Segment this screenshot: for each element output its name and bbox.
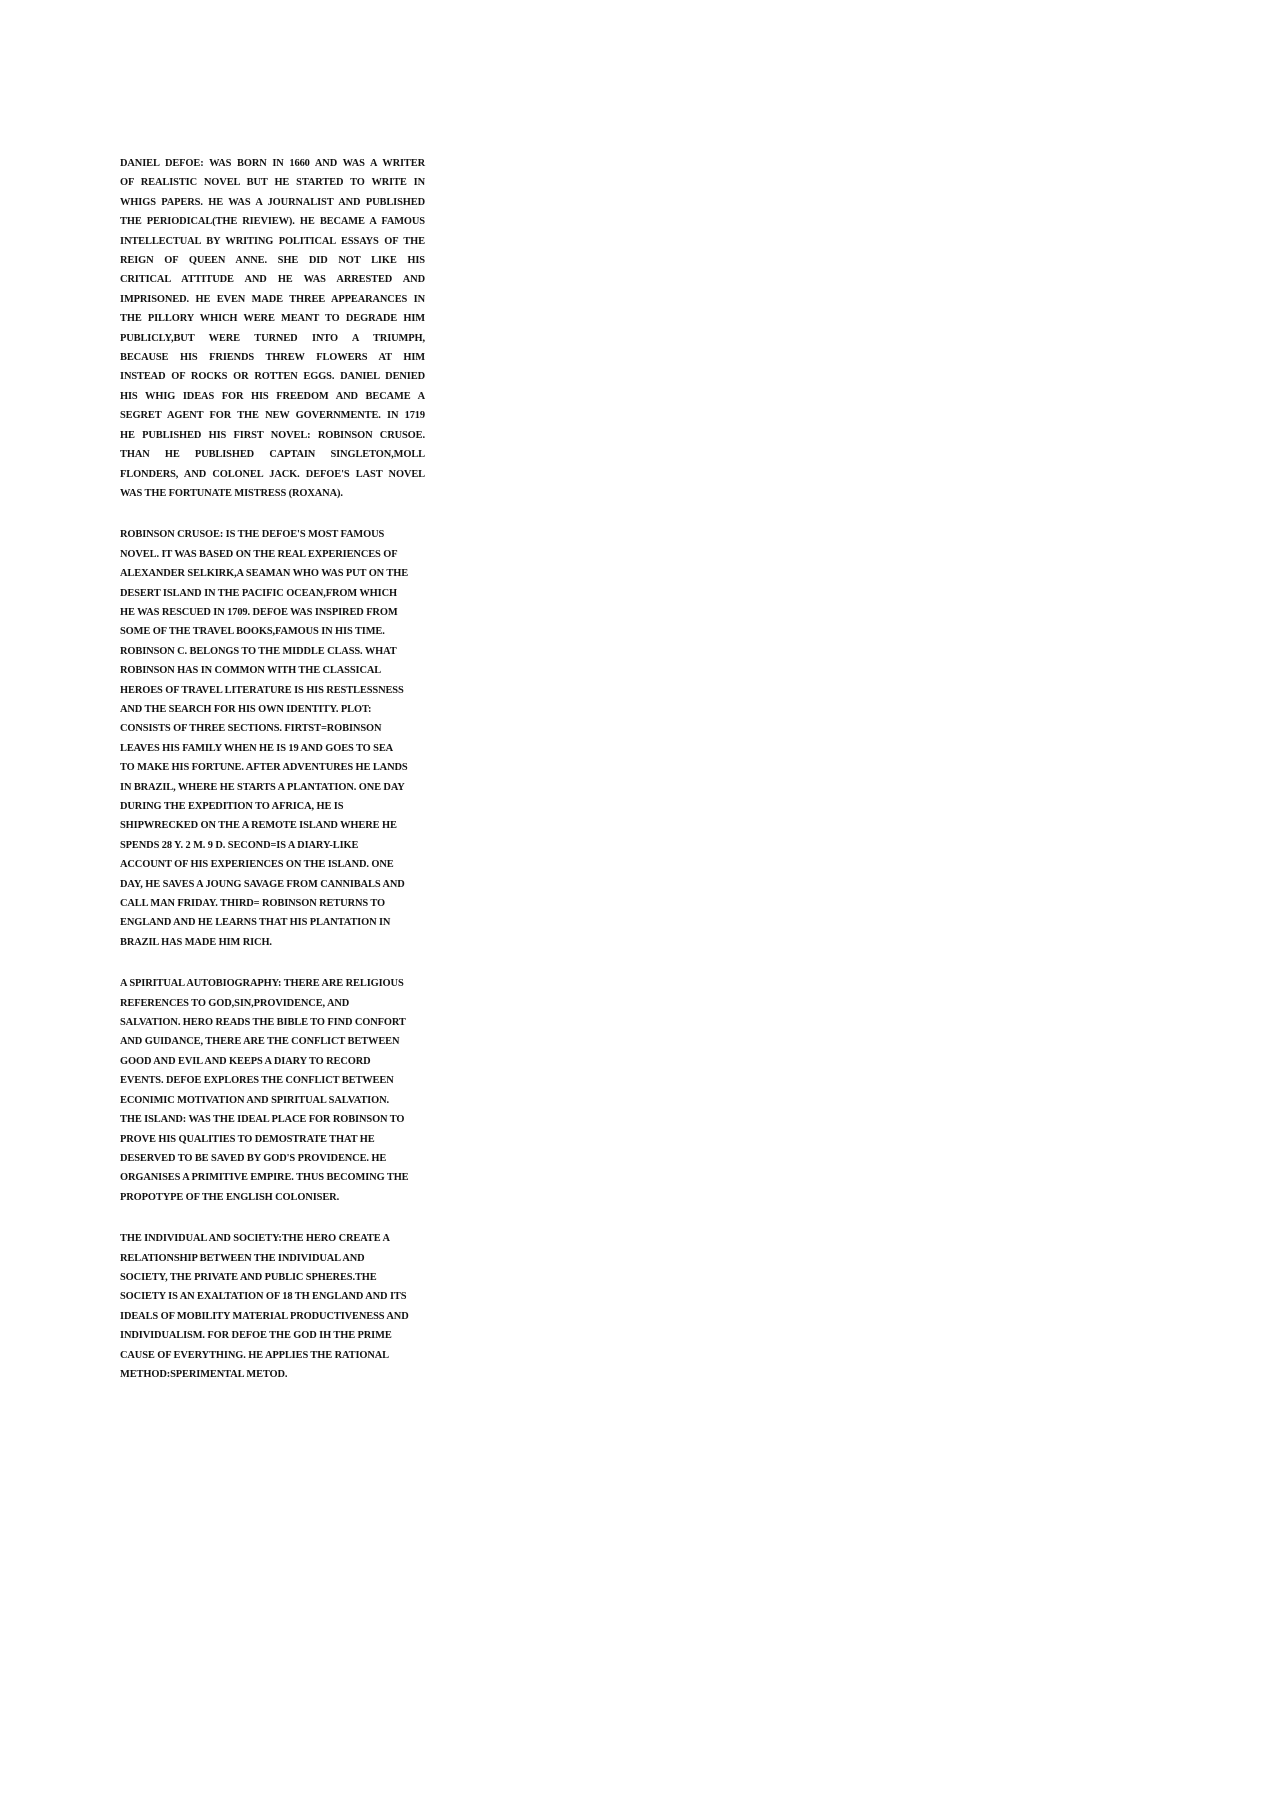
text-line: SOCIETY, THE PRIVATE AND PUBLIC SPHERES.THE [120,1271,377,1283]
text-line: PUBLICLY,BUT WERE TURNED INTO A TRIUMPH, [120,332,425,344]
text-line: CONSISTS OF THREE SECTIONS. FIRTST=ROBINSON [120,723,382,735]
text-line: HE WAS RESCUED IN 1709. DEFOE WAS INSPIRED FROM [120,606,398,618]
text-line: EVENTS. DEFOE EXPLORES THE CONFLICT BETWEEN [120,1075,394,1087]
text-line: RELATIONSHIP BETWEEN THE INDIVIDUAL AND [120,1252,365,1264]
text-line: CAUSE OF EVERYTHING. HE APPLIES THE RATIONAL [120,1349,390,1361]
text-line: CALL MAN FRIDAY. THIRD= ROBINSON RETURNS TO [120,898,386,910]
text-line: REIGN OF QUEEN ANNE. SHE DID NOT LIKE HIS [120,255,425,267]
text-line: DESERVED TO BE SAVED BY GOD'S PROVIDENCE. HE [120,1152,387,1164]
text-line: ROBINSON C. BELONGS TO THE MIDDLE CLASS. WHAT [120,645,397,657]
text-line: SALVATION. HERO READS THE BIBLE TO FIND CONFORT [120,1017,406,1029]
paragraph-spiritual-autobiography [120,974,425,1207]
text-line: IN BRAZIL, WHERE HE STARTS A PLANTATION. ONE DAY [120,781,405,793]
text-line: ECONIMIC MOTIVATION AND SPIRITUAL SALVATION. [120,1094,389,1106]
text-line: THAN HE PUBLISHED CAPTAIN SINGLETON,MOLL [120,449,425,461]
text-line: HEROES OF TRAVEL LITERATURE IS HIS RESTLESSNESS [120,684,404,696]
text-line: WHIGS PAPERS. HE WAS A JOURNALIST AND PUBLISHED [120,196,425,208]
text-line: DURING THE EXPEDITION TO AFRICA, HE IS [120,801,344,812]
text-line: DANIEL DEFOE: WAS BORN IN 1660 AND WAS A WRITER [120,158,425,169]
text-line: ACCOUNT OF HIS EXPERIENCES ON THE ISLAND. ONE [120,859,394,871]
text-line: THE ISLAND: WAS THE IDEAL PLACE FOR ROBINSON TO [120,1114,405,1126]
text-line: TO MAKE HIS FORTUNE. AFTER ADVENTURES HE LANDS [120,762,408,774]
text-line: DESERT ISLAND IN THE PACIFIC OCEAN,FROM WHICH [120,587,397,599]
text-line: OF REALISTIC NOVEL BUT HE STARTED TO WRITE IN [120,177,425,189]
text-line: HIS WHIG IDEAS FOR HIS FREEDOM AND BECAME A [120,390,425,402]
text-line: PROPOTYPE OF THE ENGLISH COLONISER. [120,1191,340,1203]
text-line: AND GUIDANCE, THERE ARE THE CONFLICT BETWEEN [120,1036,400,1048]
text-line: INTELLECTUAL BY WRITING POLITICAL ESSAYS OF THE [120,235,425,247]
text-line: WAS THE FORTUNATE MISTRESS (ROXANA). [120,487,343,499]
text-line: SOME OF THE TRAVEL BOOKS,FAMOUS IN HIS TIME. [120,626,385,638]
text-line: IMPRISONED. HE EVEN MADE THREE APPEARANCES IN [120,293,425,305]
text-line: CRITICAL ATTITUDE AND HE WAS ARRESTED AND [120,274,425,286]
text-line: THE INDIVIDUAL AND SOCIETY:THE HERO CREATE A [120,1233,390,1245]
text-line: BECAUSE HIS FRIENDS THREW FLOWERS AT HIM [120,352,425,364]
text-line: GOOD AND EVIL AND KEEPS A DIARY TO RECORD [120,1055,371,1067]
text-line: ROBINSON HAS IN COMMON WITH THE CLASSICAL [120,665,382,677]
text-line: INSTEAD OF ROCKS OR ROTTEN EGGS. DANIEL DENIED [120,371,425,383]
text-line: THE PILLORY WHICH WERE MEANT TO DEGRADE HIM [120,313,425,325]
text-line: INDIVIDUALISM. FOR DEFOE THE GOD IH THE PRIME [120,1330,392,1342]
text-line: DAY, HE SAVES A JOUNG SAVAGE FROM CANNIBALS AND [120,878,405,890]
text-line: NOVEL. IT WAS BASED ON THE REAL EXPERIENCES OF [120,548,398,560]
text-line: HE PUBLISHED HIS FIRST NOVEL: ROBINSON CRUSOE. [120,429,425,441]
text-line: LEAVES HIS FAMILY WHEN HE IS 19 AND GOES TO SEA [120,742,394,754]
text-line: ALEXANDER SELKIRK,A SEAMAN WHO WAS PUT ON THE [120,568,409,580]
text-line: REFERENCES TO GOD,SIN,PROVIDENCE, AND [120,997,350,1009]
text-line: ENGLAND AND HE LEARNS THAT HIS PLANTATION IN [120,917,391,929]
text-line: METHOD:SPERIMENTAL METOD. [120,1368,288,1380]
paragraph-individual-society [120,1229,425,1384]
text-column [120,154,425,1406]
text-line: ROBINSON CRUSOE: IS THE DEFOE'S MOST FAMOUS [120,529,385,541]
text-line: SHIPWRECKED ON THE A REMOTE ISLAND WHERE HE [120,820,397,832]
text-line: FLONDERS, AND COLONEL JACK. DEFOE'S LAST NOVEL [120,468,425,480]
text-line: ORGANISES A PRIMITIVE EMPIRE. THUS BECOMING THE [120,1172,409,1184]
text-line: SEGRET AGENT FOR THE NEW GOVERNMENTE. IN 1719 [120,410,425,422]
text-line: IDEALS OF MOBILITY MATERIAL PRODUCTIVENESS AND [120,1310,409,1322]
text-line: A SPIRITUAL AUTOBIOGRAPHY: THERE ARE RELIGIOUS [120,978,404,990]
text-line: THE PERIODICAL(THE RIEVIEW). HE BECAME A FAMOUS [120,216,425,228]
text-line: AND THE SEARCH FOR HIS OWN IDENTITY. PLOT: [120,703,372,715]
text-line: SPENDS 28 Y. 2 M. 9 D. SECOND=IS A DIARY-LIKE [120,839,359,851]
text-line: SOCIETY IS AN EXALTATION OF 18 TH ENGLAND AND ITS [120,1291,407,1303]
text-line: BRAZIL HAS MADE HIM RICH. [120,936,272,948]
paragraph-robinson-crusoe [120,525,425,952]
text-line: PROVE HIS QUALITIES TO DEMOSTRATE THAT HE [120,1133,375,1145]
paragraph-defoe-bio [120,154,425,503]
